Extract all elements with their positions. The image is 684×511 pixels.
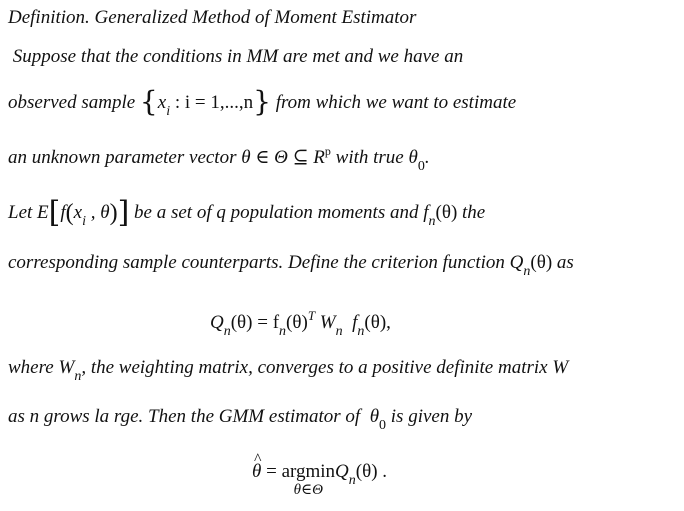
text-line-7: as n grows la rge. Then the GMM estimator of $\theta_0$ is given by <box>8 406 473 433</box>
text-line-2: observed sample {$x_i$ : i = 1,...,n} from which we want to estimate <box>8 85 517 119</box>
text-line-4: Let $E[f(x_i$ , θ)] be a set of q population moments and $f_n(\theta)$ the <box>8 195 486 230</box>
right-brace: } <box>253 85 271 118</box>
left-paren: ( <box>65 200 74 226</box>
left-bracket: [ <box>48 195 61 230</box>
text-line-1: Suppose that the conditions in MM are met and we have an <box>8 46 464 67</box>
right-paren: ) <box>109 200 118 226</box>
right-bracket: ] <box>117 195 130 230</box>
gmm-estimator-equation: ^ θ = argmin θ∈Θ $Q_n(\theta)$ . <box>252 461 387 485</box>
text-line-3: an unknown parameter vector θ ∈ Θ ⊆ $R^p$ with true $\theta_0$. <box>8 144 430 174</box>
definition-heading: Definition. Generalized Method of Moment Estimator <box>8 7 417 28</box>
argmin-operator: argmin θ∈Θ <box>281 461 336 498</box>
criterion-equation: $Q_n(\theta) = f_n(\theta)^T$ $W_n$ $f_n(\theta)$, <box>210 308 391 339</box>
text-line-6: where $W_n$, the weighting matrix, converges to a positive definite matrix W <box>8 357 569 384</box>
text-line-5: corresponding sample counterparts. Define the criterion function $Q_n(\theta)$ as <box>8 252 574 279</box>
left-brace: { <box>139 85 158 118</box>
theta-hat: ^ θ <box>252 461 261 483</box>
